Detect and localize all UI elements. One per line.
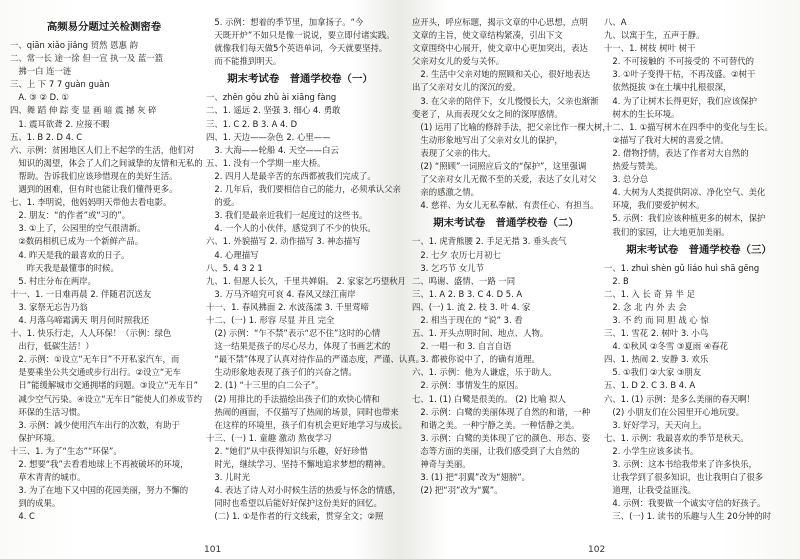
answer-line: 2. (1) “十三里的白二公子”。 xyxy=(206,380,324,391)
answer-line: 4. 昨天是我的最喜欢的日子。 xyxy=(10,249,130,260)
answer-line: 3. 都被你说中了，的确有道理。 xyxy=(412,354,540,365)
answer-line: 4. ①秋风 ②冬雪 ③夏雨 ④春花 xyxy=(604,341,729,352)
answer-line: 三、(一) 1. 读书的乐趣与人生 20分钟的时 xyxy=(604,511,772,522)
answer-line: 3. 在父亲的陪伴下，女儿慢慢长大，父亲也渐渐 xyxy=(412,95,599,106)
answer-line: 4. 示例：我要做一个诚实守信的好孩子。 xyxy=(604,498,766,509)
answer-line: 一、zhēn gǒu zhǔ ài xiāng fàng xyxy=(206,92,337,103)
answer-line: 5. 示例：想着的季节里，加拿扬子。“今 xyxy=(206,17,364,27)
answer-line: 七、1. (1) 白鹭是很美的。 (2) 比喻 拟人 xyxy=(412,393,566,404)
answer-line: 五、1. 开头点明时间、地点、人物。 xyxy=(412,328,549,339)
answer-line: 4. 一个人的小伙伴，感觉到了不少的快乐。 xyxy=(206,223,376,234)
column-4 xyxy=(604,16,794,538)
answer-line: 八、5. 4 3 2 1 xyxy=(206,262,263,273)
answer-line: 3. 总分总 xyxy=(604,174,649,185)
answer-line: 环境，我们要爱护树木。 xyxy=(604,200,705,211)
section-heading: 高频易分题过关检测密卷 xyxy=(46,21,162,33)
answer-line: 3. 乞巧节 女儿节 xyxy=(412,262,484,273)
answer-line: 十一、1. 树枝 树叶 树干 xyxy=(604,43,696,54)
answer-line: 环保的生活习惯。 xyxy=(10,406,86,417)
answer-line: 到的成果。 xyxy=(10,498,61,509)
answer-line: 2. 四月人是最辛苦的东西都被我们完成了。 xyxy=(206,170,376,181)
answer-line: 道理，让我受益匪浅。 xyxy=(604,485,697,496)
answer-line: 2. B xyxy=(604,275,629,286)
answer-line: 六、1. (1) 示例：是多么美丽的春天啊！ xyxy=(604,393,755,404)
answer-line: 十二、(一) 1. 形容 尽显 并且 完全 xyxy=(206,314,335,325)
answer-line: 六、示例：贫困地区人们上不起学的生活，他们对 xyxy=(10,144,195,155)
answer-line: 帮助。告诉我们应该珍惜现在的美好生活。 xyxy=(10,170,178,181)
answer-line: 2. 一唱一和 3. 自言自语 xyxy=(412,341,512,352)
answer-line: 一、qiān xiǎo jiǎng 贸然 恩惠 韵 xyxy=(10,40,138,50)
column-3 xyxy=(412,16,611,538)
section-heading: 期末考试卷 普通学校卷（二） xyxy=(433,217,579,230)
answer-line: (1) 运用了比喻的修辞手法，把父亲比作一棵大树， xyxy=(412,121,611,132)
answer-line: 3. 好好学习，天天向上。 xyxy=(604,419,707,430)
answer-line: 六、1. 示例：他为人谦虚，乐于助人。 xyxy=(412,367,557,378)
answer-line: 3. 为了在地下又中国的花园美丽，努力不懈的 xyxy=(10,485,189,496)
answer-line: 生动形象地写出了父亲对女儿的保护， xyxy=(412,134,563,145)
answer-line: A. ③ ② D. ① xyxy=(10,92,69,103)
answer-line: 态等方面的美丽，让我们感受到了大自然的 xyxy=(412,445,580,456)
section-heading: 期末考试卷 普通学校卷（一） xyxy=(227,73,373,86)
answer-line: 文章围绕中心展开，使文章中心更加突出，表达 xyxy=(412,43,588,54)
answer-line: 让我学到了很多知识，也让我明白了很多 xyxy=(604,472,764,483)
answer-line: 是要乘坐公共交通或步行出行。②设立“无车 xyxy=(10,367,181,378)
answer-line: 八、A xyxy=(604,17,627,27)
answer-line: 五、1. D 2. C 3. B 4. A xyxy=(604,380,696,391)
answer-line: 3. 示例：这本书给我带来了许多快乐， xyxy=(604,459,758,469)
answer-line: 树木的生长环境。 xyxy=(604,108,680,119)
page-number-left: 101 xyxy=(204,545,222,555)
answer-line: 三、上 下 7 7 guàn guàn xyxy=(10,79,110,90)
answer-line: 十、1. 快乐行走，人人环保！（示例：绿色 xyxy=(10,328,172,339)
answer-line: (2) 小朋友们在公园里开心地玩耍。 xyxy=(604,406,745,417)
answer-line: 2. 想要“我”去看看地球上不再被破坏的环境， xyxy=(10,459,189,469)
answer-line: 4. 慈祥、为女儿无私奉献、有责任心、有担当。 xyxy=(412,200,599,211)
answer-line: 遇到的困难，但有时也能让我们懂得更多。 xyxy=(10,184,178,195)
answer-line: 十三、(一) 1. 童趣 激动 熬夜学习 xyxy=(206,432,332,443)
answer-line: 三、1. A 2. B 3. C 4. D 5. A xyxy=(412,288,523,299)
answer-line: 2. 不可接触的 不可接受的 不可替代的 xyxy=(604,56,754,67)
answer-line: 天既开炉”不如只是像一说说，要立即付诸实践。 xyxy=(206,30,395,41)
answer-line: 应开头，呼应标题，揭示文章的中心思想，点明 xyxy=(412,17,588,27)
answer-line: 2. 朋友：“的作者”或“习的”。 xyxy=(10,210,131,221)
answer-line: 5. ①我们 ②大家 ③朋友 xyxy=(604,367,702,378)
answer-line: 三、1. C 2. B 3. A 4. D xyxy=(206,118,298,129)
answer-line: 出了父亲对女儿的深沉的爱。 xyxy=(412,82,521,93)
answer-line: 3. 大海——轮船 4. 天空——白云 xyxy=(206,144,339,155)
answer-line: 就像我们每天做5个英语单词，今天就要坚持。 xyxy=(206,43,388,54)
column-2 xyxy=(206,16,425,538)
answer-line: (二) 1. ①是作者的行文线索，贯穿全文；②照 xyxy=(206,511,384,522)
answer-line: 十三、1. 为了“生态”“环保”。 xyxy=(10,445,122,456)
answer-line: 依然挺拔 ③在土壤中扎根很深， xyxy=(604,82,732,93)
column-1 xyxy=(10,16,203,538)
answer-line: 表现了父亲的伟大。 xyxy=(412,147,496,158)
answer-line: ②数码相机已成为一个新鲜产品。 xyxy=(10,236,144,247)
answer-line: “最不禁”体现了认真对待作品的严谨态度，严谨、认真。 xyxy=(206,354,425,365)
answer-line: 十一、1. 一日难再晨 2. 伴随君沉送友 xyxy=(10,288,152,299)
answer-line: 九、1. 但愿人长久，千里共婵娟。 2. 家家乞巧望秋月 xyxy=(206,275,406,286)
answer-line: 2. 几年后，我们要相信自己的能力，必须承认父亲 xyxy=(206,184,401,195)
answer-line: 3. 万马齐喑究可哀 4. 春风又绿江南岸 xyxy=(206,288,356,299)
answer-line: 2. 小学生应该多读书。 xyxy=(604,445,699,456)
answer-line: (2) “照顾”一词照应后文的“保护”，这里强调 xyxy=(412,161,587,172)
answer-line: 3. ①叶子变得干枯，不再茂盛。②树干 xyxy=(604,69,756,80)
answer-line: 2. 相当于现在的 “说” 3. 看 xyxy=(412,314,523,325)
answer-line: 3. 示例：白鹭的美体现了它的颜色、形态、姿 xyxy=(412,432,591,443)
answer-line: 2. 生活中父亲对她的照顾和关心，很好地表达 xyxy=(412,69,591,80)
answer-line: 六、1. 外貌描写 2. 动作描写 3. 神态描写 xyxy=(206,236,361,247)
answer-line: 热闹的画面，不仅描写了热闹的场景，同时也带来 xyxy=(206,406,399,417)
answer-line: 的爱。 xyxy=(206,197,240,208)
answer-line: 父亲对女儿的爱与关怀。 xyxy=(412,56,505,67)
answer-line: (2) 把“羽”改为“翼”。 xyxy=(412,485,503,496)
answer-line: 5. 示例：我们应该种植更多的树木，保护 xyxy=(604,213,766,224)
answer-line: 出行，低碳生活！） xyxy=(10,341,94,352)
answer-line: 热爱与赞美。 xyxy=(604,161,663,172)
answer-line: 了父亲对女儿无微不至的关爱，表达了女儿对父 xyxy=(412,174,597,185)
answer-line: 日”能缓解城市交通拥堵的问题。③设立“无车日” xyxy=(10,380,199,391)
answer-line: 二、鸣谢、盛情、一路 一同 xyxy=(412,275,516,286)
answer-line: 我们的家园，让大地更加美丽。 xyxy=(604,226,730,237)
answer-line: 4. C xyxy=(10,511,35,522)
answer-line: 2. “她们”从中获得知识与乐趣，好好珍惜 xyxy=(206,445,368,456)
answer-line: 2. 借物抒情，表达了作者对大自然的 xyxy=(604,147,749,158)
answer-line: 2. 示例：事情发生的原因。 xyxy=(412,380,524,391)
answer-line: 2. 示例：①设立“无车日”不开私家汽车，而 xyxy=(10,354,180,365)
answer-line: 在这样的环境里，孩子们有机会更好地学习与成长。 xyxy=(206,419,407,430)
answer-line: 神奇与美丽。 xyxy=(412,459,471,469)
page-number-right: 102 xyxy=(588,545,606,555)
answer-line: 二、1. 入 长 奇 异 半 足 xyxy=(604,288,695,299)
answer-line: 和谐之美。一种宁静之美。一种恬静之美。 xyxy=(412,419,580,430)
answer-line: 3. 家祭无忘告乃翁 xyxy=(10,301,88,312)
answer-line: 时光，继续学习、坚持不懈地追求梦想的精神。 xyxy=(206,459,391,469)
answer-line: 一、1. zhuì shèn gǔ liáo huì shā gēng xyxy=(604,262,760,273)
answer-line: 保护环境。 xyxy=(10,432,61,443)
answer-line: 3. 我们是最亲近我们一起度过的这些书。 xyxy=(206,210,368,221)
answer-line: 2. 念 北 内 外 去 会 xyxy=(604,301,687,312)
answer-line: 拂一白 连一涟 xyxy=(10,66,72,77)
section-heading: 期末考试卷 普通学校卷（三） xyxy=(626,243,772,256)
answer-line: 4. 大树为人类提供阴凉、净化空气、美化 xyxy=(604,187,766,198)
answer-line: 4. 表达了诗人对小时候生活的热爱与怀念的情感， xyxy=(206,485,401,496)
answer-line: 3. 示例：减少使用汽车出行的次数，有助于 xyxy=(10,419,180,430)
answer-line: 而不能推到明天。 xyxy=(206,56,282,67)
answer-line: ②描写了我对大树的喜爱之情。 xyxy=(604,134,729,145)
answer-line: 二、1. 遥远 2. 坚强 3. 细心 4. 勇敢 xyxy=(206,105,341,116)
answer-line: (2) 用排比的手法描绘出孩子们的欢快心情和 xyxy=(206,393,380,404)
answer-line: 3. (1) 把“羽翼”改为“翅膀”。 xyxy=(412,472,530,483)
answer-line: 一、1. 虎背熊腰 2. 手足无措 3. 垂头丧气 xyxy=(412,236,567,247)
answer-line: 2. 示例：白鹭的美丽体现了自然的和谐，一种 xyxy=(412,406,591,417)
answer-line: 文章的主旨，使文章结构紧凑，引出下文 xyxy=(412,30,563,41)
answer-line: 四、1. 天边——杂色 2. 心里—— xyxy=(206,131,331,142)
answer-line: 4. 心理描写 xyxy=(206,249,259,260)
answer-line: 四、舞 蹈 伸 踪 变 显 画 暗 震 撼 灰 碎 xyxy=(10,105,157,116)
answer-line: 七、1. 示例：我最喜欢的季节是秋天。 xyxy=(604,432,749,443)
answer-line: 变老了，从而表现父女之间的深厚感情。 xyxy=(412,108,563,119)
answer-line: 3. ①上了，公园里的空气很清新。 xyxy=(10,223,146,234)
answer-line: 十二、1. ①描写树木在四季中的变化与生长。 xyxy=(604,121,773,132)
answer-line: 这一结果是孩子的尽心尽力，体现了书画艺术的 xyxy=(206,341,391,352)
answer-line: 草木青青的城市。 xyxy=(10,472,86,483)
answer-line: 十一、1. 春风拂面 2. 水波荡漾 3. 千里莺啼 xyxy=(206,301,369,312)
answer-line: 知识的渴望，体会了人们之间诚挚的友情和无私的 xyxy=(10,157,203,168)
answer-line: 2. 七夕 农历七月初七 xyxy=(412,249,501,260)
answer-line: 3. 不 约 而 同 胆 战 心 惊 xyxy=(604,314,709,325)
answer-line: 3. 儿时光 xyxy=(206,472,251,483)
answer-line: 二、常一长 途一徐 但一宣 执一及 蓝一篮 xyxy=(10,53,164,64)
answer-line: 五、1. 没有一个学期一座大桥。 xyxy=(206,157,326,168)
answer-line: 5. 村庄分布在两岸。 xyxy=(10,275,97,286)
answer-line: 五、1. B 2. D 4. C xyxy=(10,131,83,142)
answer-line: 三、1. 雪花 2. 树叶 3. 小鸟 xyxy=(604,328,709,339)
answer-line: 亲的感激之情。 xyxy=(412,187,479,198)
answer-line: 同时也希望以后能好好保护这份美好的回忆。 xyxy=(206,498,382,509)
answer-line: 九、以寓于生，五声于静。 xyxy=(604,30,705,41)
answer-line: 昨天我是最懂事的时候。 xyxy=(10,262,119,273)
answer-line: 1. 震耳欲聋 2. 应接不暇 xyxy=(10,118,110,129)
answer-line: 4. 为了让树木长得更好，我们应该保护 xyxy=(604,95,758,106)
answer-line: 生动形象地表现了孩子们的兴奋之情。 xyxy=(206,367,357,378)
answer-line: 4. 月落乌啼霜满天 明月何时照我还 xyxy=(10,314,149,325)
answer-line: 七、1. 李明说，他妈妈明天带他去看电影。 xyxy=(10,197,172,208)
answer-line: 四、(一) 1. 流 2. 枝 3. 叶 4. 家 xyxy=(412,301,531,312)
answer-line: (2) 示例：“乍不禁”表示“忍不住”这时的心情 xyxy=(206,328,381,339)
answer-line: 减少空气污染。④设立“无车日”能使人们养成节约 xyxy=(10,393,203,404)
answer-line: 四、1. 热闹 2. 安静 3. 欢乐 xyxy=(604,354,709,365)
